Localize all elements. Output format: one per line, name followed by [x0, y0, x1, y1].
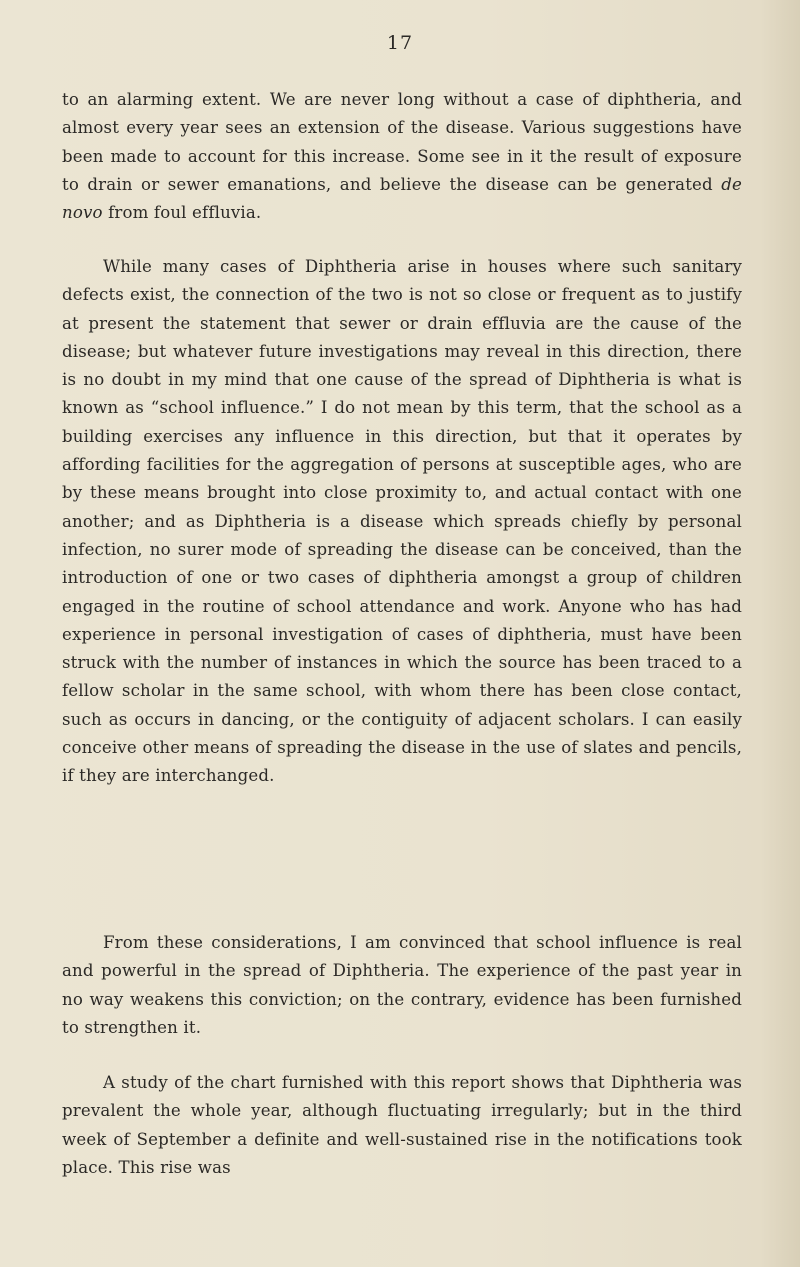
paragraph-1-text: to an alarming extent. We are never long without a case of diphtheria, and almost every year sees an extension of the disease. Various suggestions have been made to account for this increase. Some see in it the result of exposure to drain or sewer emanations, and believe the disease can be generated [62, 90, 742, 194]
paragraph-1-text-end: from foul effluvia. [102, 203, 262, 223]
paragraph-2: While many cases of Diphtheria arise in houses where such sanitary defects exist, the connection of the two is not so close or frequent as to justify at present the statement that sewer or drain effluvia are the cause of the disease; but whatever future investigations may reveal in this direction, there is no doubt in my mind that one cause of the spread of Diphtheria is what is known as “school influence.” I do not mean by this term, that the school as a building exercises any influence in this direction, but that it operates by affording facilities for the aggregation of persons at susceptible ages, who are by these means brought into close proximity to, and actual contact with one another; and as Diphtheria is a disease which spreads chiefly by personal infection, no surer mode of spreading the disease can be conceived, than the introduction of one or two cases of diphtheria amongst a group of children engaged in the routine of school attendance and work. Anyone who has had experience in personal investigation of cases of diphtheria, must have been struck with the number of instances in which the source has been traced to a fellow scholar in the same school, with whom there has been close contact, such as occurs in dancing, or the contiguity of adjacent scholars. I can easily conceive other means of spreading the disease in the use of slates and pencils, if they are interchanged. [62, 257, 742, 786]
paragraph-1-italic-phrase: de novo [62, 174, 742, 223]
paragraph-4: A study of the chart furnished with this report shows that Diphtheria was prevalent the whole year, although fluctuating irregularly; but in the third week of September a definite and well-sustained rise in the notifications took place. This rise was [62, 1073, 742, 1177]
paragraph-3: From these considerations, I am convinced that school influence is real and powerful in the spread of Diphtheria. The experience of the past year in no way weakens this conviction; on the contrary, evidence has been furnished to strengthen it. [62, 933, 742, 1037]
page-number: 17 [386, 32, 414, 54]
paragraph-1 [62, 86, 742, 227]
